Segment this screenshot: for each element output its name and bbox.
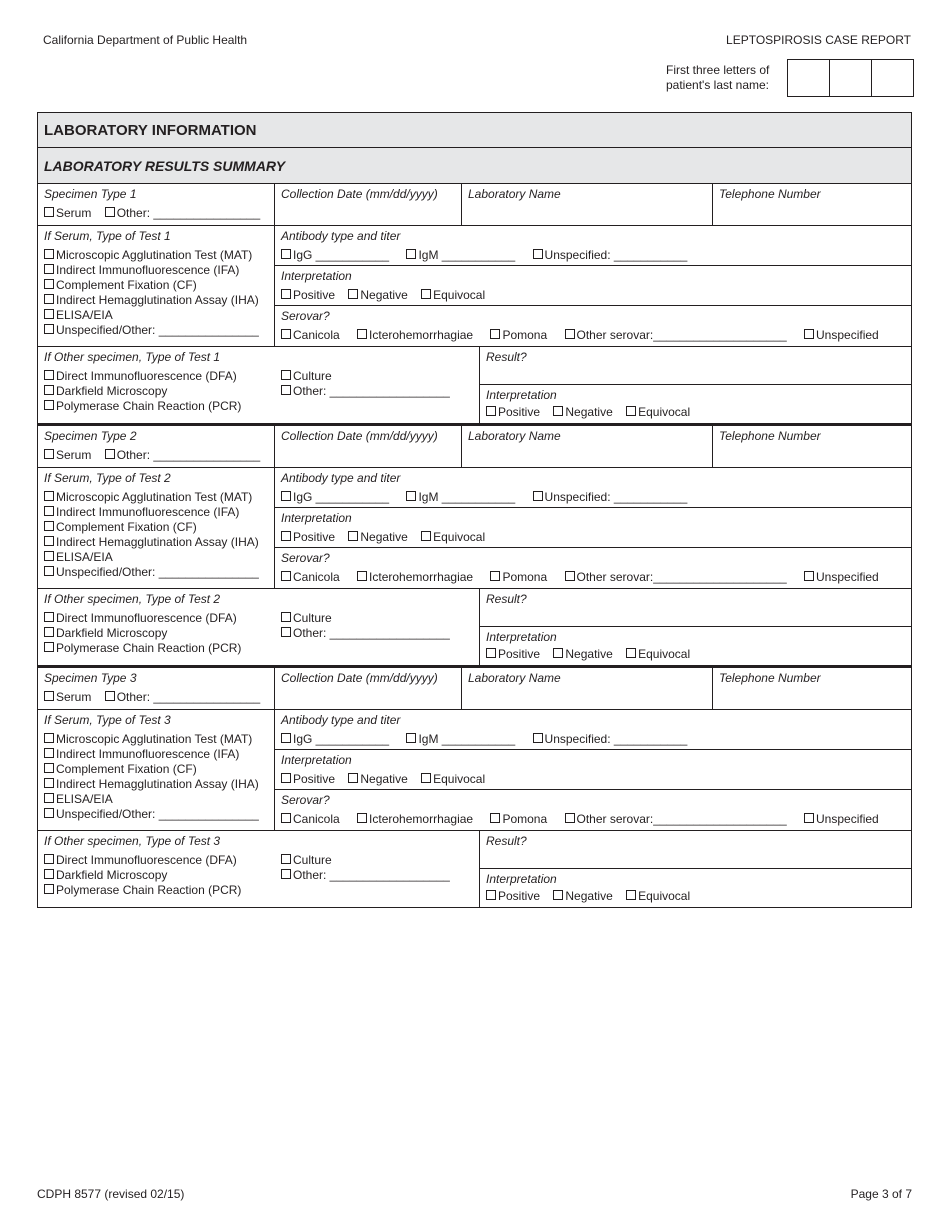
checkbox[interactable] (533, 733, 543, 743)
culture-option[interactable]: Culture (281, 369, 450, 384)
checkbox[interactable] (421, 531, 431, 541)
pcr-option[interactable]: Polymerase Chain Reaction (PCR) (44, 399, 281, 414)
mat-option[interactable]: Microscopic Agglutination Test (MAT) (44, 248, 268, 263)
pomona-option[interactable]: Pomona (490, 328, 547, 342)
equivocal-option[interactable]: Equivocal (626, 647, 690, 661)
specimen-type-label: Specimen Type 2 (44, 429, 137, 443)
unspecified-serovar-option[interactable]: Unspecified (804, 328, 879, 342)
checkbox[interactable] (281, 627, 291, 637)
checkbox[interactable] (44, 551, 54, 561)
checkbox[interactable] (357, 813, 367, 823)
checkbox[interactable] (44, 309, 54, 319)
checkbox[interactable] (804, 813, 814, 823)
checkbox[interactable] (804, 571, 814, 581)
checkbox[interactable] (44, 536, 54, 546)
serum-test-cell (38, 226, 275, 346)
checkbox[interactable] (626, 648, 636, 658)
dfa-option[interactable]: Direct Immunofluorescence (DFA) (44, 369, 281, 384)
checkbox[interactable] (406, 733, 416, 743)
checkbox[interactable] (281, 249, 291, 259)
laboratory-name-field[interactable]: Laboratory Name (462, 668, 713, 709)
canicola-option[interactable]: Canicola (281, 570, 340, 584)
igg-option[interactable]: IgG ___________ (281, 490, 389, 504)
interpretation-row: Interpretation Positive Negative Equivocal (275, 508, 911, 548)
pomona-option[interactable]: Pomona (490, 570, 547, 584)
cf-option[interactable]: Complement Fixation (CF) (44, 520, 268, 535)
positive-option[interactable]: Positive (281, 530, 335, 544)
checkbox[interactable] (348, 289, 358, 299)
checkbox[interactable] (281, 491, 291, 501)
serum-test-list (44, 248, 268, 338)
other-test-list-2 (281, 853, 450, 898)
checkbox[interactable] (44, 491, 54, 501)
elisa-option[interactable]: ELISA/EIA (44, 308, 268, 323)
unspecified-other-option[interactable]: Unspecified/Other: _______________ (44, 565, 268, 580)
checkbox[interactable] (44, 566, 54, 576)
antibody-row: Antibody type and titer IgG ___________ IgM ___________ Unspecified: ___________ (275, 468, 911, 508)
checkbox[interactable] (44, 627, 54, 637)
serum-option[interactable]: Serum (44, 448, 91, 462)
checkbox[interactable] (626, 406, 636, 416)
negative-option[interactable]: Negative (553, 647, 612, 661)
dfa-option[interactable]: Direct Immunofluorescence (DFA) (44, 853, 281, 868)
checkbox[interactable] (44, 763, 54, 773)
unspecified-other-option[interactable]: Unspecified/Other: _______________ (44, 323, 268, 338)
checkbox[interactable] (281, 854, 291, 864)
report-title: LEPTOSPIROSIS CASE REPORT (726, 33, 911, 47)
checkbox[interactable] (490, 329, 500, 339)
specimen-block (38, 184, 911, 426)
checkbox[interactable] (553, 406, 563, 416)
unspecified-titer-option[interactable]: Unspecified: ___________ (533, 248, 688, 262)
other-test-list (44, 611, 281, 656)
unspecified-titer-option[interactable]: Unspecified: ___________ (533, 732, 688, 746)
serum-results-cell (275, 710, 911, 830)
checkbox[interactable] (44, 733, 54, 743)
other-test-list (44, 853, 281, 898)
checkbox[interactable] (565, 329, 575, 339)
positive-option[interactable]: Positive (486, 647, 540, 661)
checkbox[interactable] (44, 521, 54, 531)
unspecified-serovar-option[interactable]: Unspecified (804, 570, 879, 584)
interpretation-row: Interpretation Positive Negative Equivocal (275, 266, 911, 306)
checkbox[interactable] (44, 385, 54, 395)
canicola-option[interactable]: Canicola (281, 328, 340, 342)
dfa-option[interactable]: Direct Immunofluorescence (DFA) (44, 611, 281, 626)
equivocal-option[interactable]: Equivocal (626, 889, 690, 903)
other-interpretation-row: Interpretation Positive Negative Equivocal (486, 388, 691, 419)
specimen-type-cell (38, 426, 275, 467)
iha-option[interactable]: Indirect Hemagglutination Assay (IHA) (44, 535, 268, 550)
mat-option[interactable]: Microscopic Agglutination Test (MAT) (44, 490, 268, 505)
checkbox[interactable] (357, 571, 367, 581)
serum-test-label: If Serum, Type of Test 1 (44, 229, 171, 243)
equivocal-option[interactable]: Equivocal (421, 772, 485, 786)
initial-box-2[interactable] (830, 60, 872, 96)
serum-test-cell (38, 468, 275, 588)
checkbox[interactable] (281, 289, 291, 299)
checkbox[interactable] (105, 449, 115, 459)
collection-date-field[interactable]: Collection Date (mm/dd/yyyy) (275, 184, 462, 225)
checkbox[interactable] (44, 748, 54, 758)
serum-test-label: If Serum, Type of Test 2 (44, 471, 171, 485)
positive-option[interactable]: Positive (281, 288, 335, 302)
cf-option[interactable]: Complement Fixation (CF) (44, 278, 268, 293)
checkbox[interactable] (44, 400, 54, 410)
initials-label: First three letters of patient's last name: (666, 63, 770, 92)
collection-date-field[interactable]: Collection Date (mm/dd/yyyy) (275, 668, 462, 709)
equivocal-option[interactable]: Equivocal (626, 405, 690, 419)
checkbox[interactable] (281, 869, 291, 879)
other-results-cell (480, 589, 911, 665)
other-results-cell (480, 347, 911, 423)
negative-option[interactable]: Negative (553, 405, 612, 419)
checkbox[interactable] (490, 571, 500, 581)
ifa-option[interactable]: Indirect Immunofluorescence (IFA) (44, 747, 268, 762)
igm-option[interactable]: IgM ___________ (406, 732, 515, 746)
laboratory-name-field[interactable]: Laboratory Name (462, 184, 713, 225)
cf-option[interactable]: Complement Fixation (CF) (44, 762, 268, 777)
unspecified-other-option[interactable]: Unspecified/Other: _______________ (44, 807, 268, 822)
checkbox[interactable] (348, 531, 358, 541)
serum-results-cell (275, 468, 911, 588)
checkbox[interactable] (44, 207, 54, 217)
other-test-other-option[interactable]: Other: __________________ (281, 384, 450, 399)
serum-test-cell (38, 710, 275, 830)
checkbox[interactable] (44, 884, 54, 894)
negative-option[interactable]: Negative (553, 889, 612, 903)
checkbox[interactable] (533, 491, 543, 501)
checkbox[interactable] (105, 207, 115, 217)
collection-date-field[interactable]: Collection Date (mm/dd/yyyy) (275, 426, 462, 467)
initial-box-1[interactable] (788, 60, 830, 96)
checkbox[interactable] (44, 264, 54, 274)
serum-option[interactable]: Serum (44, 206, 91, 220)
igg-option[interactable]: IgG ___________ (281, 248, 389, 262)
other-test-list-2 (281, 369, 450, 414)
other-test-other-option[interactable]: Other: __________________ (281, 626, 450, 641)
other-test-cell (38, 831, 480, 907)
checkbox[interactable] (348, 773, 358, 783)
pcr-option[interactable]: Polymerase Chain Reaction (PCR) (44, 641, 281, 656)
positive-option[interactable]: Positive (486, 889, 540, 903)
serovar-row: Serovar? Canicola Icterohemorrhagiae Pomona Other serovar:____________________ Unspecified (281, 309, 879, 342)
serum-test-list (44, 490, 268, 580)
subsection-title: LABORATORY RESULTS SUMMARY (38, 148, 911, 184)
checkbox[interactable] (44, 506, 54, 516)
checkbox[interactable] (533, 249, 543, 259)
culture-option[interactable]: Culture (281, 853, 450, 868)
positive-option[interactable]: Positive (486, 405, 540, 419)
other-interpretation-row: Interpretation Positive Negative Equivocal (486, 872, 691, 903)
checkbox[interactable] (486, 890, 496, 900)
checkbox[interactable] (44, 778, 54, 788)
checkbox[interactable] (44, 793, 54, 803)
unspecified-titer-option[interactable]: Unspecified: ___________ (533, 490, 688, 504)
checkbox[interactable] (804, 329, 814, 339)
telephone-field[interactable]: Telephone Number (719, 429, 821, 443)
negative-option[interactable]: Negative (348, 772, 407, 786)
checkbox[interactable] (421, 773, 431, 783)
checkbox[interactable] (281, 773, 291, 783)
checkbox[interactable] (626, 890, 636, 900)
checkbox[interactable] (44, 370, 54, 380)
result-field[interactable]: Result? (480, 831, 911, 869)
specimen-type-cell (38, 184, 275, 225)
antibody-row: Antibody type and titer IgG ___________ IgM ___________ Unspecified: ___________ (275, 710, 911, 750)
checkbox[interactable] (281, 571, 291, 581)
darkfield-option[interactable]: Darkfield Microscopy (44, 384, 281, 399)
checkbox[interactable] (281, 733, 291, 743)
other-test-label: If Other specimen, Type of Test 2 (44, 592, 221, 606)
specimen-type-label: Specimen Type 3 (44, 671, 137, 685)
other-test-list-2 (281, 611, 450, 656)
icterohemorrhagiae-option[interactable]: Icterohemorrhagiae (357, 812, 473, 826)
checkbox[interactable] (44, 449, 54, 459)
checkbox[interactable] (281, 531, 291, 541)
specimen-type-cell (38, 668, 275, 709)
checkbox[interactable] (44, 279, 54, 289)
canicola-option[interactable]: Canicola (281, 812, 340, 826)
equivocal-option[interactable]: Equivocal (421, 288, 485, 302)
checkbox[interactable] (421, 289, 431, 299)
pomona-option[interactable]: Pomona (490, 812, 547, 826)
other-serovar-option[interactable]: Other serovar:____________________ (565, 570, 787, 584)
antibody-row: Antibody type and titer IgG ___________ IgM ___________ Unspecified: ___________ (275, 226, 911, 266)
form-id: CDPH 8577 (revised 02/15) (37, 1187, 185, 1201)
icterohemorrhagiae-option[interactable]: Icterohemorrhagiae (357, 328, 473, 342)
elisa-option[interactable]: ELISA/EIA (44, 550, 268, 565)
serovar-row: Serovar? Canicola Icterohemorrhagiae Pomona Other serovar:____________________ Unspecified (281, 793, 879, 826)
interpretation-row: Interpretation Positive Negative Equivocal (275, 750, 911, 790)
checkbox[interactable] (486, 648, 496, 658)
section-title: LABORATORY INFORMATION (38, 113, 911, 148)
checkbox[interactable] (553, 648, 563, 658)
specimen-other-option[interactable]: Other: ________________ (105, 690, 260, 704)
checkbox[interactable] (44, 612, 54, 622)
checkbox[interactable] (281, 329, 291, 339)
laboratory-form (37, 112, 912, 908)
elisa-option[interactable]: ELISA/EIA (44, 792, 268, 807)
other-test-list (44, 369, 281, 414)
serum-option[interactable]: Serum (44, 690, 91, 704)
initial-box-3[interactable] (872, 60, 913, 96)
iha-option[interactable]: Indirect Hemagglutination Assay (IHA) (44, 777, 268, 792)
iha-option[interactable]: Indirect Hemagglutination Assay (IHA) (44, 293, 268, 308)
other-serovar-option[interactable]: Other serovar:____________________ (565, 812, 787, 826)
igg-option[interactable]: IgG ___________ (281, 732, 389, 746)
igm-option[interactable]: IgM ___________ (406, 490, 515, 504)
checkbox[interactable] (44, 808, 54, 818)
checkbox[interactable] (486, 406, 496, 416)
page-number: Page 3 of 7 (850, 1187, 912, 1201)
ifa-option[interactable]: Indirect Immunofluorescence (IFA) (44, 263, 268, 278)
checkbox[interactable] (44, 249, 54, 259)
result-field[interactable]: Result? (480, 347, 911, 385)
department-name: California Department of Public Health (43, 33, 248, 47)
telephone-field[interactable]: Telephone Number (719, 187, 821, 201)
mat-option[interactable]: Microscopic Agglutination Test (MAT) (44, 732, 268, 747)
checkbox[interactable] (44, 854, 54, 864)
igm-option[interactable]: IgM ___________ (406, 248, 515, 262)
serovar-row: Serovar? Canicola Icterohemorrhagiae Pomona Other serovar:____________________ Unspecified (281, 551, 879, 584)
checkbox[interactable] (565, 813, 575, 823)
darkfield-option[interactable]: Darkfield Microscopy (44, 868, 281, 883)
checkbox[interactable] (565, 571, 575, 581)
initials-boxes (787, 59, 914, 97)
culture-option[interactable]: Culture (281, 611, 450, 626)
specimen-block (38, 426, 911, 668)
checkbox[interactable] (44, 294, 54, 304)
specimen-other-option[interactable]: Other: ________________ (105, 448, 260, 462)
checkbox[interactable] (357, 329, 367, 339)
checkbox[interactable] (44, 869, 54, 879)
pcr-option[interactable]: Polymerase Chain Reaction (PCR) (44, 883, 281, 898)
checkbox[interactable] (281, 612, 291, 622)
icterohemorrhagiae-option[interactable]: Icterohemorrhagiae (357, 570, 473, 584)
equivocal-option[interactable]: Equivocal (421, 530, 485, 544)
checkbox[interactable] (105, 691, 115, 701)
serum-results-cell (275, 226, 911, 346)
checkbox[interactable] (44, 324, 54, 334)
unspecified-serovar-option[interactable]: Unspecified (804, 812, 879, 826)
checkbox[interactable] (490, 813, 500, 823)
other-serovar-option[interactable]: Other serovar:____________________ (565, 328, 787, 342)
negative-option[interactable]: Negative (348, 530, 407, 544)
darkfield-option[interactable]: Darkfield Microscopy (44, 626, 281, 641)
checkbox[interactable] (406, 249, 416, 259)
other-results-cell (480, 831, 911, 907)
other-test-label: If Other specimen, Type of Test 3 (44, 834, 221, 848)
checkbox[interactable] (281, 813, 291, 823)
positive-option[interactable]: Positive (281, 772, 335, 786)
other-test-other-option[interactable]: Other: __________________ (281, 868, 450, 883)
checkbox[interactable] (281, 370, 291, 380)
checkbox[interactable] (44, 642, 54, 652)
checkbox[interactable] (553, 890, 563, 900)
checkbox[interactable] (406, 491, 416, 501)
telephone-field[interactable]: Telephone Number (719, 671, 821, 685)
negative-option[interactable]: Negative (348, 288, 407, 302)
checkbox[interactable] (44, 691, 54, 701)
serum-test-list (44, 732, 268, 822)
other-test-cell (38, 589, 480, 665)
specimen-block (38, 668, 911, 907)
other-test-cell (38, 347, 480, 423)
checkbox[interactable] (281, 385, 291, 395)
result-field[interactable]: Result? (480, 589, 911, 627)
ifa-option[interactable]: Indirect Immunofluorescence (IFA) (44, 505, 268, 520)
specimen-blocks (38, 184, 911, 907)
other-test-label: If Other specimen, Type of Test 1 (44, 350, 221, 364)
serum-test-label: If Serum, Type of Test 3 (44, 713, 171, 727)
specimen-type-label: Specimen Type 1 (44, 187, 137, 201)
laboratory-name-field[interactable]: Laboratory Name (462, 426, 713, 467)
other-interpretation-row: Interpretation Positive Negative Equivocal (486, 630, 691, 661)
specimen-other-option[interactable]: Other: ________________ (105, 206, 260, 220)
